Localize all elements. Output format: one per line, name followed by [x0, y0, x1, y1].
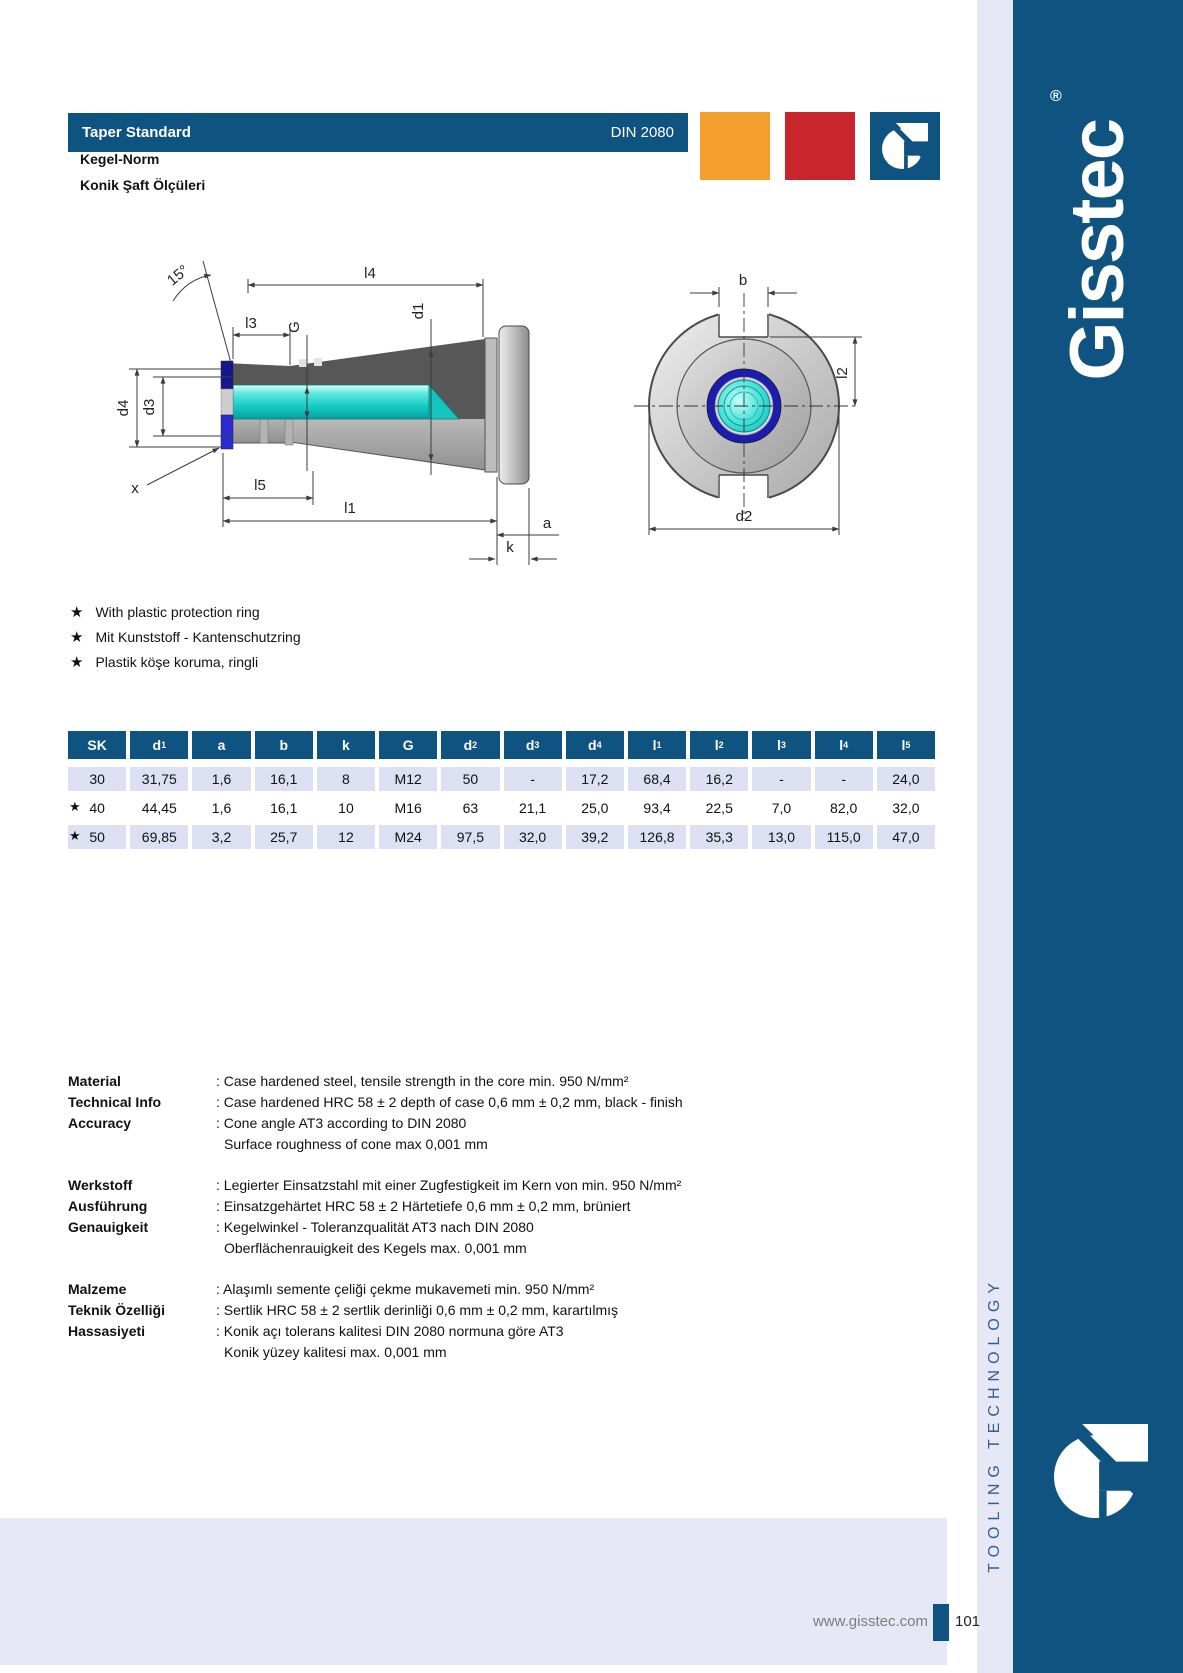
table-cell [815, 767, 873, 791]
star-icon: ★ [69, 799, 81, 814]
star-notes [70, 600, 301, 675]
table-cell [504, 796, 562, 820]
dim-label-d1: d1 [410, 302, 427, 320]
spec-block [68, 1071, 888, 1155]
table-cell [68, 796, 126, 820]
table-cell [504, 825, 562, 849]
spec-row [68, 1113, 888, 1134]
spec-label: Accuracy [68, 1115, 132, 1131]
cell-value: 7,0 [771, 800, 792, 816]
spec-row [68, 1238, 888, 1259]
dim-label-k: k [506, 539, 514, 556]
din-standard-label: DIN 2080 [610, 124, 674, 141]
dim-label-l3: l3 [245, 315, 257, 332]
column-label: d [152, 737, 162, 753]
star-icon: ★ [70, 654, 84, 671]
table-cell [379, 796, 437, 820]
column-subscript: 1 [161, 739, 167, 750]
column-label: l [652, 737, 657, 753]
cell-value: 32,0 [518, 829, 547, 845]
cell-value: 31,75 [141, 771, 177, 787]
table-cell [877, 796, 935, 820]
cell-value: 30 [89, 771, 105, 787]
column-header-l5 [877, 731, 935, 759]
note-row [70, 625, 301, 650]
title-bar [68, 113, 688, 152]
dim-label-l4: l4 [364, 265, 376, 282]
spec-row [68, 1134, 888, 1155]
column-label: l [839, 737, 844, 753]
cell-value: 93,4 [643, 800, 671, 816]
cell-value: 40 [89, 800, 105, 816]
spec-row [68, 1217, 888, 1238]
material-specs [68, 1071, 888, 1383]
table-cell [690, 767, 748, 791]
cell-value: 50 [89, 829, 105, 845]
column-subscript: 3 [780, 739, 786, 750]
groove [285, 419, 293, 445]
dim-label-d2: d2 [735, 508, 753, 525]
column-header-l1 [628, 731, 686, 759]
spec-row [68, 1175, 888, 1196]
column-subscript: 4 [596, 739, 602, 750]
table-cell [752, 825, 810, 849]
note-text: Mit Kunststoff - Kantenschutzring [95, 629, 301, 645]
column-label: a [217, 737, 226, 753]
column-header-sk [68, 731, 126, 759]
column-subscript: 1 [656, 739, 662, 750]
spec-table-header [68, 731, 935, 759]
cell-value: 17,2 [581, 771, 609, 787]
table-cell [130, 767, 188, 791]
footer-band [0, 1518, 947, 1665]
dim-label-g: G [286, 321, 303, 333]
flange [499, 326, 529, 484]
star-icon: ★ [69, 828, 81, 843]
spec-text: : Kegelwinkel - Toleranzqualität AT3 nach DIN 2080 [216, 1219, 534, 1235]
table-cell [192, 796, 250, 820]
dim-label-b: b [738, 272, 748, 289]
page-marker [933, 1604, 949, 1641]
table-cell [815, 796, 873, 820]
spec-label: Ausführung [68, 1198, 148, 1214]
table-cell [379, 825, 437, 849]
table-cell [877, 825, 935, 849]
table-cell [441, 796, 499, 820]
logo-square [870, 112, 940, 180]
spec-block [68, 1175, 888, 1259]
table-cell [255, 767, 313, 791]
cell-value: 16,1 [270, 771, 298, 787]
cell-value: 44,45 [141, 800, 177, 816]
column-header-l2 [690, 731, 748, 759]
dim-label-a: a [542, 515, 552, 532]
spec-text: : Einsatzgehärtet HRC 58 ± 2 Härtetiefe 0,6 mm ± 0,2 mm, brüniert [216, 1198, 631, 1214]
spec-text: : Legierter Einsatzstahl mit einer Zugfestigkeit im Kern von min. 950 N/mm² [216, 1177, 682, 1193]
website-link[interactable]: www.gisstec.com [812, 1613, 928, 1630]
cell-value: 16,2 [705, 771, 733, 787]
note-row [70, 650, 301, 675]
table-cell [628, 796, 686, 820]
dimension-table [68, 731, 935, 854]
spec-text: : Case hardened steel, tensile strength in the core min. 950 N/mm² [216, 1073, 629, 1089]
table-cell [441, 825, 499, 849]
tagline-vertical: TOOLING TECHNOLOGY [986, 1277, 1003, 1573]
spec-text: Oberflächenrauigkeit des Kegels max. 0,001 mm [224, 1240, 527, 1256]
orange-square [700, 112, 770, 180]
cell-value: 13,0 [767, 829, 796, 845]
table-cell [255, 796, 313, 820]
cell-value: 32,0 [892, 800, 920, 816]
cell-value: 69,85 [141, 829, 177, 845]
table-cell [379, 767, 437, 791]
spec-row [68, 1279, 888, 1300]
cell-value: 25,7 [270, 829, 298, 845]
column-label: d [588, 737, 597, 753]
column-label: l [901, 737, 906, 753]
dim-label-angle: 15° [163, 261, 193, 290]
table-cell [628, 767, 686, 791]
table-cell [317, 796, 375, 820]
side-view-technical-drawing [85, 235, 565, 565]
cell-value: 3,2 [211, 829, 232, 845]
spec-text: : Alaşımlı semente çeliği çekme mukavemeti min. 950 N/mm² [216, 1281, 595, 1297]
spec-text: Konik yüzey kalitesi max. 0,001 mm [224, 1344, 447, 1360]
table-cell [441, 767, 499, 791]
cell-value: 63 [462, 800, 479, 816]
table-cell [815, 825, 873, 849]
spec-label: Hassasiyeti [68, 1323, 146, 1339]
collar [485, 338, 497, 472]
spec-text: : Sertlik HRC 58 ± 2 sertlik derinliği 0,6 mm ± 0,2 mm, karartılmış [216, 1302, 619, 1318]
table-cell [130, 796, 188, 820]
note-row [70, 600, 301, 625]
cell-value: - [779, 771, 784, 787]
thread-relief-notch [314, 358, 322, 366]
table-cell [752, 767, 810, 791]
spec-label: Material [68, 1073, 121, 1089]
cell-value: 50 [462, 771, 479, 787]
dim-label-x: x [131, 480, 139, 497]
cell-value: M16 [394, 800, 422, 816]
table-cell [504, 767, 562, 791]
dim-label-l2: l2 [834, 367, 851, 379]
column-subscript: 3 [534, 739, 540, 750]
table-cell [690, 825, 748, 849]
column-header-d1 [130, 731, 188, 759]
threaded-bore [233, 385, 429, 419]
subtitle-german: Kegel-Norm [80, 151, 160, 167]
column-label: k [342, 737, 350, 753]
table-cell [690, 796, 748, 820]
column-label: b [279, 737, 289, 753]
column-subscript: 2 [472, 739, 478, 750]
spec-label: Teknik Özelliği [68, 1302, 165, 1318]
spec-text: : Cone angle AT3 according to DIN 2080 [216, 1115, 467, 1131]
column-header-k [317, 731, 375, 759]
table-cell [566, 825, 624, 849]
cell-value: 97,5 [456, 829, 485, 845]
spec-block [68, 1279, 888, 1363]
column-header-g [379, 731, 437, 759]
cell-value: 22,5 [705, 800, 733, 816]
drive-slot-top [718, 300, 769, 337]
spec-label: Technical Info [68, 1094, 162, 1110]
cell-value: 10 [338, 800, 354, 816]
page-title: Taper Standard [82, 124, 191, 141]
table-cell [130, 825, 188, 849]
cell-value: 35,3 [705, 829, 733, 845]
column-header-a [192, 731, 250, 759]
column-label: G [402, 737, 414, 753]
cell-value: 8 [342, 771, 350, 787]
cell-value: 82,0 [830, 800, 858, 816]
column-header-b [255, 731, 313, 759]
column-label: l [714, 737, 719, 753]
table-cell [566, 767, 624, 791]
spec-label: Genauigkeit [68, 1219, 149, 1235]
dim-label-d4: d4 [115, 399, 132, 417]
table-cell [752, 796, 810, 820]
star-icon: ★ [70, 629, 84, 646]
spec-label: Malzeme [68, 1281, 127, 1297]
table-cell [68, 825, 126, 849]
spec-text: : Konik açı tolerans kalitesi DIN 2080 normuna göre AT3 [216, 1323, 564, 1339]
cell-value: M12 [394, 771, 422, 787]
cell-value: 115,0 [826, 829, 861, 845]
spec-label: Werkstoff [68, 1177, 133, 1193]
column-subscript: 5 [905, 739, 911, 750]
column-label: d [525, 737, 535, 753]
cell-value: 24,0 [892, 771, 920, 787]
table-row [68, 825, 935, 849]
table-cell [317, 825, 375, 849]
dim-label-d3: d3 [141, 398, 158, 416]
page-number: 101 [955, 1613, 981, 1630]
sidebar-logo-icon [1054, 1424, 1148, 1518]
column-header-d3 [504, 731, 562, 759]
cell-value: 68,4 [643, 771, 671, 787]
cell-value: M24 [394, 829, 422, 845]
note-text: Plastik köşe koruma, ringli [95, 654, 259, 670]
protection-ring [221, 361, 233, 389]
cell-value: - [841, 771, 846, 787]
cell-value: 1,6 [211, 771, 232, 787]
spec-row [68, 1321, 888, 1342]
column-label: l [777, 737, 781, 753]
cell-value: 12 [338, 829, 354, 845]
note-text: With plastic protection ring [95, 604, 260, 620]
protection-ring [221, 415, 233, 449]
spec-row [68, 1196, 888, 1217]
thread-relief-notch [299, 359, 307, 367]
front-view-technical-drawing [590, 243, 875, 543]
registered-mark: ® [1050, 88, 1062, 105]
spec-row [68, 1342, 888, 1363]
cell-value: 25,0 [581, 800, 609, 816]
groove [260, 419, 268, 443]
brand-wordmark-vertical: Gisstec [1055, 119, 1140, 381]
dim-label-l1: l1 [344, 500, 356, 517]
table-cell [628, 825, 686, 849]
cell-value: 39,2 [581, 829, 609, 845]
column-header-l3 [752, 731, 810, 759]
table-row [68, 796, 935, 820]
spec-row [68, 1092, 888, 1113]
cell-value: - [530, 771, 535, 787]
column-header-d4 [566, 731, 624, 759]
spec-text: Surface roughness of cone max 0,001 mm [224, 1136, 488, 1152]
spec-text: : Case hardened HRC 58 ± 2 depth of case 0,6 mm ± 0,2 mm, black - finish [216, 1094, 683, 1110]
spec-row [68, 1300, 888, 1321]
table-cell [192, 825, 250, 849]
star-icon: ★ [70, 604, 84, 621]
end-face [221, 389, 233, 415]
column-label: SK [87, 737, 107, 753]
red-square [785, 112, 855, 180]
cell-value: 21,1 [518, 800, 547, 816]
cell-value: 1,6 [211, 800, 232, 816]
gisstec-logo-icon [882, 123, 928, 169]
column-header-l4 [815, 731, 873, 759]
column-label: d [463, 737, 473, 753]
spec-row [68, 1071, 888, 1092]
spec-label [68, 1134, 216, 1155]
column-header-d2 [441, 731, 499, 759]
table-row [68, 767, 935, 791]
table-cell [877, 767, 935, 791]
drive-slot-bottom [718, 475, 769, 512]
spec-label [68, 1238, 216, 1259]
cell-value: 47,0 [892, 829, 920, 845]
table-cell [317, 767, 375, 791]
column-subscript: 2 [718, 739, 724, 750]
table-cell [255, 825, 313, 849]
spec-label [68, 1342, 216, 1363]
subtitle-turkish: Konik Şaft Ölçüleri [80, 177, 206, 193]
table-cell [68, 767, 126, 791]
cell-value: 16,1 [270, 800, 298, 816]
dim-label-l5: l5 [254, 477, 266, 494]
spec-table-body [68, 767, 935, 849]
table-cell [566, 796, 624, 820]
table-cell [192, 767, 250, 791]
column-subscript: 4 [843, 739, 849, 750]
cell-value: 126,8 [639, 829, 675, 845]
